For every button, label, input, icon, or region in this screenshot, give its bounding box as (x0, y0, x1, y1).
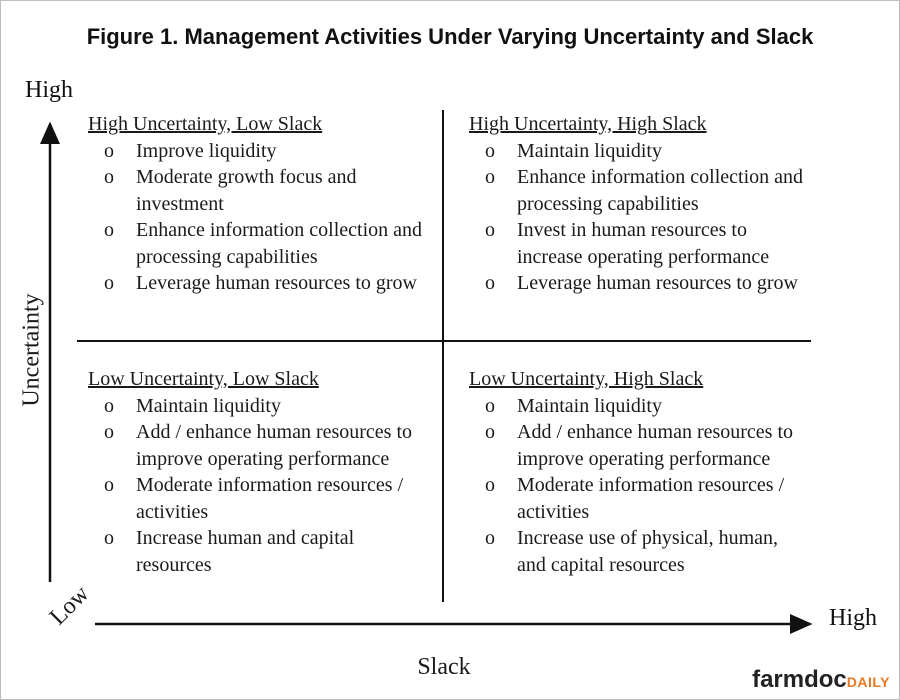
bullet-icon: o (104, 421, 114, 443)
activity-item (469, 164, 807, 217)
activity-item (469, 472, 807, 525)
bullet-icon: o (485, 139, 495, 162)
bullet-icon: o (104, 219, 114, 241)
bullet-icon: o (485, 272, 495, 294)
axis-low-label: Low (44, 580, 95, 631)
quadrant-heading: High Uncertainty, Low Slack (88, 113, 323, 135)
quadrant-heading: Low Uncertainty, High Slack (469, 368, 704, 390)
bullet-icon: o (104, 166, 114, 188)
bullet-icon: o (485, 421, 495, 443)
bullet-icon: o (485, 394, 495, 417)
x-axis-high-label: High (829, 605, 877, 631)
activity-text: Maintain liquidity (517, 139, 662, 162)
activity-list (88, 138, 433, 297)
bullet-icon: o (485, 219, 495, 241)
activity-item (88, 419, 426, 472)
activity-item (88, 270, 426, 297)
brand-accent: DAILY (846, 674, 890, 690)
figure-title: Figure 1. Management Activities Under Varying Uncertainty and Slack (86, 24, 814, 49)
activity-text: Increase human and capital resources (136, 527, 355, 576)
activity-text: Add / enhance human resources to improve operating performance (517, 421, 794, 470)
brand-main: farmdoc (752, 666, 847, 693)
activity-text: Increase use of physical, human, and capital resources (517, 527, 779, 576)
activity-item (88, 472, 426, 525)
farmdoc-daily-logo (752, 666, 890, 694)
bullet-icon: o (104, 527, 114, 549)
activity-text: Moderate information resources / activities (136, 474, 404, 523)
quadrant-heading: High Uncertainty, High Slack (469, 113, 707, 135)
activity-item (88, 393, 426, 420)
activity-text: Moderate growth focus and investment (136, 166, 357, 215)
activity-list (88, 393, 433, 579)
quadrant-heading: Low Uncertainty, Low Slack (88, 368, 319, 390)
activity-text: Enhance information collection and processing capabilities (136, 219, 423, 268)
activity-list (469, 393, 814, 579)
activity-text: Moderate information resources / activities (517, 474, 785, 523)
activity-text: Invest in human resources to increase operating performance (517, 219, 770, 268)
bullet-icon: o (104, 139, 114, 162)
bullet-icon: o (104, 272, 114, 294)
activity-item (469, 270, 807, 297)
activity-item (469, 393, 807, 420)
y-axis-high-label: High (25, 77, 73, 103)
activity-item (88, 164, 426, 217)
activity-item (469, 217, 807, 270)
activity-item (469, 419, 807, 472)
activity-text: Enhance information collection and processing capabilities (517, 166, 804, 215)
quadrant-high-uncertainty-low-slack (88, 111, 433, 297)
bullet-icon: o (485, 474, 495, 496)
activity-item (88, 217, 426, 270)
activity-text: Leverage human resources to grow (136, 272, 417, 294)
activity-item (469, 525, 807, 578)
activity-item (88, 138, 426, 165)
bullet-icon: o (104, 394, 114, 417)
bullet-icon: o (485, 527, 495, 549)
activity-item (88, 525, 426, 578)
x-axis-title: Slack (417, 654, 471, 680)
y-axis-title: Uncertainty (18, 293, 45, 407)
bullet-icon: o (485, 166, 495, 188)
activity-text: Improve liquidity (136, 139, 277, 162)
activity-item (469, 138, 807, 165)
activity-list (469, 138, 814, 297)
quadrant-low-uncertainty-low-slack (88, 366, 433, 578)
activity-text: Maintain liquidity (517, 394, 662, 417)
activity-text: Leverage human resources to grow (517, 272, 798, 294)
bullet-icon: o (104, 474, 114, 496)
activity-text: Add / enhance human resources to improve operating performance (136, 421, 413, 470)
quadrant-low-uncertainty-high-slack (469, 366, 814, 578)
quadrant-high-uncertainty-high-slack (469, 111, 814, 297)
activity-text: Maintain liquidity (136, 394, 281, 417)
